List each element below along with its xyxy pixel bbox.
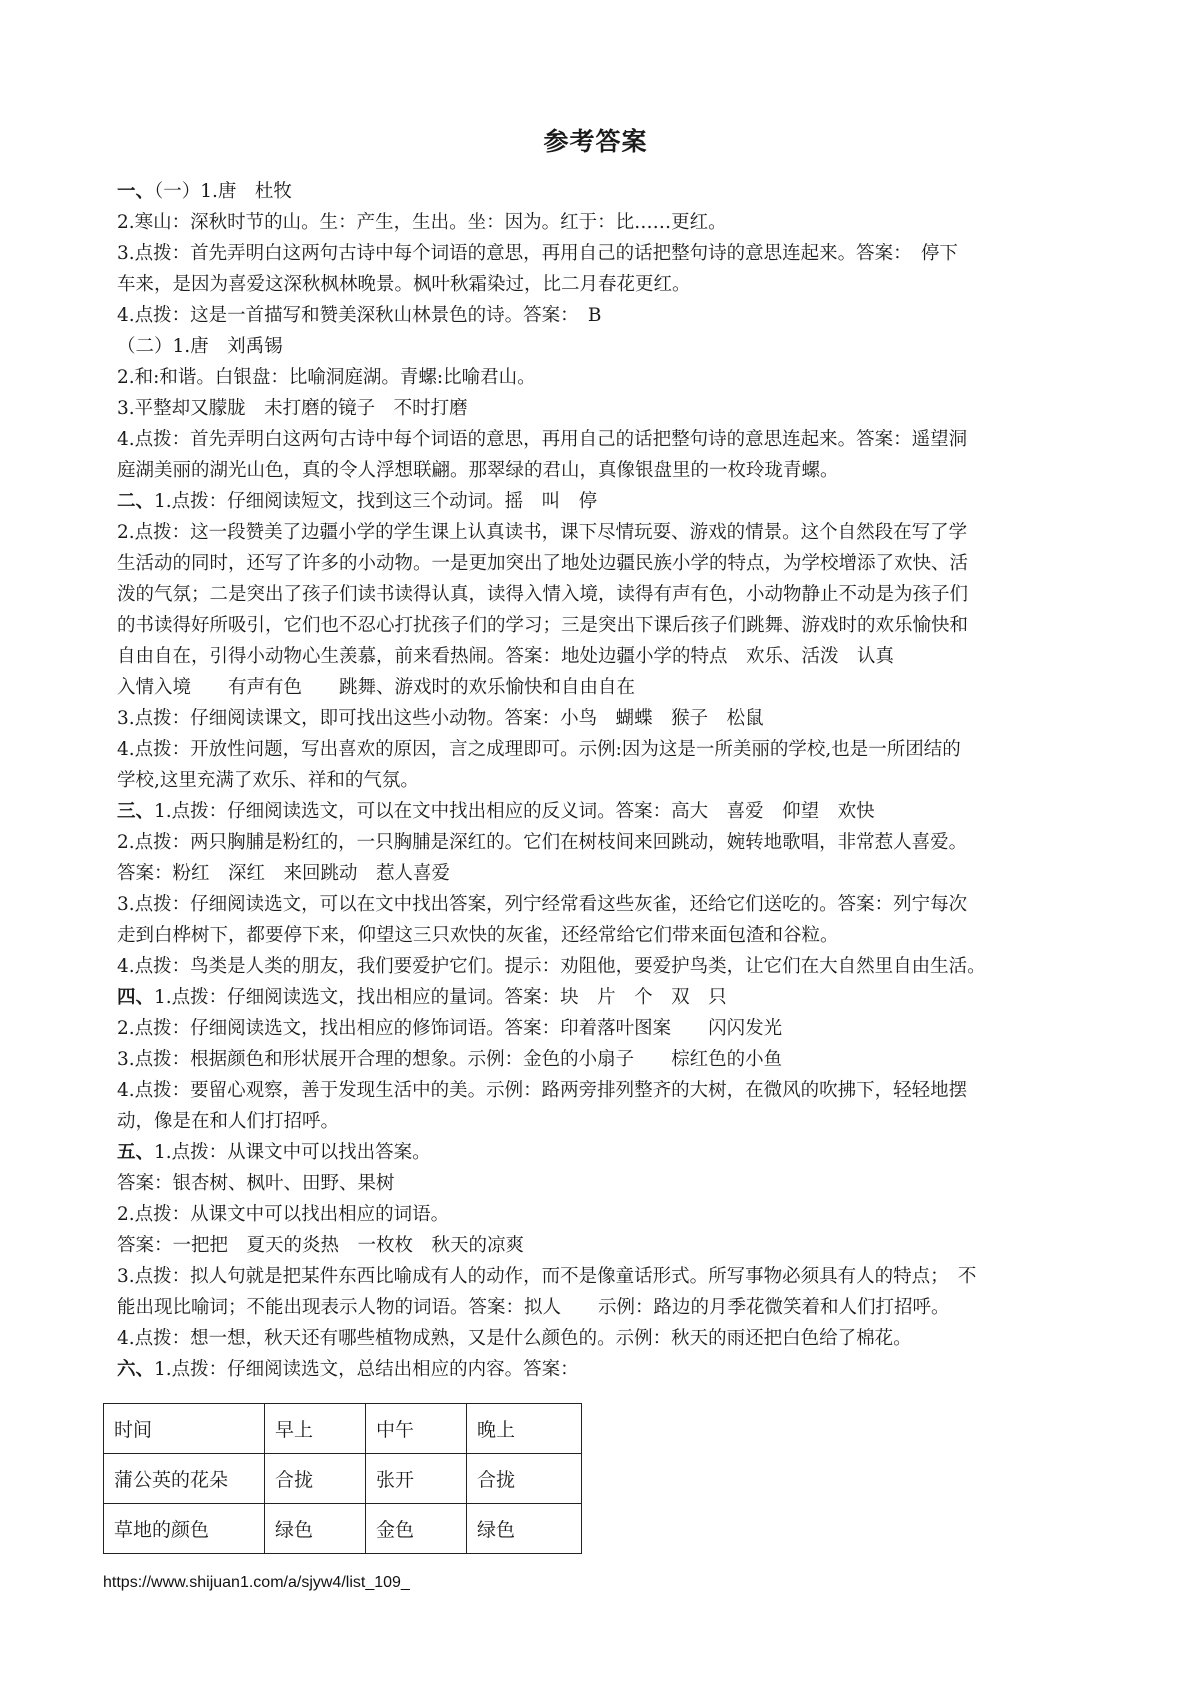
table-cell: 合拢 [265, 1454, 366, 1504]
answer-text: 庭湖美丽的湖光山色，真的令人浮想联翩。那翠绿的君山，真像银盘里的一枚玲珑青螺。 [117, 460, 839, 481]
answer-text: 3.点拨：仔细阅读课文，即可找出这些小动物。答案：小鸟 蝴蝶 猴子 松鼠 [117, 708, 764, 729]
answer-text: 3.点拨：仔细阅读选文，可以在文中找出答案，列宁经常看这些灰雀，还给它们送吃的。答案：列宁每次 [117, 894, 968, 915]
answer-line [117, 703, 1085, 734]
answer-line [117, 1137, 1085, 1168]
answer-line [117, 300, 1085, 331]
answer-line [117, 424, 1085, 455]
answer-line [117, 610, 1085, 641]
answer-line [117, 765, 1085, 796]
table-row [104, 1454, 582, 1504]
section-number: 四、 [117, 987, 155, 1008]
section-number: 六、 [117, 1359, 155, 1380]
answer-body [117, 176, 1085, 1385]
answer-line [117, 393, 1085, 424]
answer-line [117, 734, 1085, 765]
answer-text: 走到白桦树下，都要停下来，仰望这三只欢快的灰雀，还经常给它们带来面包渣和谷粒。 [117, 925, 839, 946]
answer-line [117, 1199, 1085, 1230]
answer-text: 4.点拨：开放性问题，写出喜欢的原因，言之成理即可。示例:因为这是一所美丽的学校,也是一所团结的 [117, 739, 961, 760]
answer-line [117, 1075, 1085, 1106]
answer-line [117, 1354, 1085, 1385]
answer-text: 4.点拨：这是一首描写和赞美深秋山林景色的诗。答案： B [117, 305, 602, 326]
answer-text: 3.点拨：根据颜色和形状展开合理的想象。示例：金色的小扇子 棕红色的小鱼 [117, 1049, 783, 1070]
answer-line [117, 1261, 1085, 1292]
answer-text: 生活动的同时，还写了许多的小动物。一是更加突出了地处边疆民族小学的特点，为学校增添了欢快、活 [117, 553, 969, 574]
answer-text: （二）1.唐 刘禹锡 [117, 336, 283, 357]
answer-line [117, 1168, 1085, 1199]
answer-text: 答案：银杏树、枫叶、田野、果树 [117, 1173, 395, 1194]
answer-text: 3.平整却又朦胧 未打磨的镜子 不时打磨 [117, 398, 468, 419]
answer-text: 答案：一把把 夏天的炎热 一枚枚 秋天的凉爽 [117, 1235, 525, 1256]
answer-text: 能出现比喻词；不能出现表示人物的词语。答案：拟人 示例：路边的月季花微笑着和人们打招呼。 [117, 1297, 950, 1318]
section-number: 二、 [117, 491, 155, 512]
answer-line [117, 858, 1085, 889]
answer-line [117, 1292, 1085, 1323]
section-number: 三、 [117, 801, 155, 822]
answer-line [117, 486, 1085, 517]
answer-text: 1.点拨：仔细阅读短文，找到这三个动词。摇 叫 停 [154, 491, 598, 512]
table-cell: 时间 [104, 1404, 265, 1454]
answer-line [117, 796, 1085, 827]
section-number: 一、 [117, 181, 155, 202]
answer-text: 3.点拨：首先弄明白这两句古诗中每个词语的意思，再用自己的话把整句诗的意思连起来。答案： 停下 [117, 243, 958, 264]
answer-line [117, 579, 1085, 610]
table-cell: 晚上 [467, 1404, 582, 1454]
answer-line [117, 1013, 1085, 1044]
answer-line [117, 269, 1085, 300]
footer-url[interactable]: https://www.shijuan1.com/a/sjyw4/list_109_ [103, 1574, 410, 1591]
answer-text: 2.点拨：这一段赞美了边疆小学的学生课上认真读书，课下尽情玩耍、游戏的情景。这个自然段在写了学 [117, 522, 968, 543]
section-number: 五、 [117, 1142, 155, 1163]
table-cell: 蒲公英的花朵 [104, 1454, 265, 1504]
answer-text: 答案：粉红 深红 来回跳动 惹人喜爱 [117, 863, 451, 884]
answer-text: 1.点拨：仔细阅读选文，总结出相应的内容。答案： [154, 1359, 579, 1380]
answer-line [117, 331, 1085, 362]
answer-text: 4.点拨：要留心观察，善于发现生活中的美。示例：路两旁排列整齐的大树，在微风的吹拂下，轻轻地摆 [117, 1080, 968, 1101]
page-title: 参考答案 [543, 127, 648, 156]
answer-line [117, 982, 1085, 1013]
answer-line [117, 951, 1085, 982]
dandelion-table [103, 1403, 582, 1554]
table-cell: 绿色 [265, 1504, 366, 1554]
answer-line [117, 827, 1085, 858]
answer-line [117, 176, 1085, 207]
answer-text: 2.和:和谐。白银盘：比喻洞庭湖。青螺:比喻君山。 [117, 367, 536, 388]
answer-line [117, 238, 1085, 269]
answer-line [117, 641, 1085, 672]
table-cell: 草地的颜色 [104, 1504, 265, 1554]
answer-text: 泼的气氛；二是突出了孩子们读书读得认真，读得入情入境，读得有声有色，小动物静止不动是为孩子们 [117, 584, 969, 605]
answer-text: 2.点拨：两只胸脯是粉红的，一只胸脯是深红的。它们在树枝间来回跳动，婉转地歌唱，非常惹人喜爱。 [117, 832, 968, 853]
answer-text: 的书读得好所吸引，它们也不忍心打扰孩子们的学习；三是突出下课后孩子们跳舞、游戏时的欢乐愉快和 [117, 615, 969, 636]
table-cell: 金色 [366, 1504, 467, 1554]
answer-text: 动，像是在和人们打招呼。 [117, 1111, 340, 1132]
answer-text: （一）1.唐 杜牧 [154, 181, 292, 202]
answer-text: 1.点拨：仔细阅读选文，找出相应的量词。答案：块 片 个 双 只 [154, 987, 727, 1008]
answer-text: 3.点拨：拟人句就是把某件东西比喻成有人的动作，而不是像童话形式。所写事物必须具有人的特点； 不 [117, 1266, 977, 1287]
answer-line [117, 548, 1085, 579]
table-row [104, 1404, 582, 1454]
table-cell: 绿色 [467, 1504, 582, 1554]
table-cell: 中午 [366, 1404, 467, 1454]
answer-text: 2.寒山：深秋时节的山。生：产生，生出。坐：因为。红于：比……更红。 [117, 212, 727, 233]
answer-text: 4.点拨：鸟类是人类的朋友，我们要爱护它们。提示：劝阻他，要爱护鸟类，让它们在大自然里自由生活。 [117, 956, 986, 977]
answer-line [117, 1106, 1085, 1137]
answer-line [117, 672, 1085, 703]
table-cell: 张开 [366, 1454, 467, 1504]
answer-text: 自由自在，引得小动物心生羡慕，前来看热闹。答案：地处边疆小学的特点 欢乐、活泼 认真 [117, 646, 895, 667]
answer-line [117, 207, 1085, 238]
answer-text: 4.点拨：想一想，秋天还有哪些植物成熟，又是什么颜色的。示例：秋天的雨还把白色给了棉花。 [117, 1328, 912, 1349]
answer-line [117, 455, 1085, 486]
answer-line [117, 1323, 1085, 1354]
answer-line [117, 889, 1085, 920]
answer-text: 车来，是因为喜爱这深秋枫林晚景。枫叶秋霜染过，比二月春花更红。 [117, 274, 691, 295]
answer-text: 1.点拨：仔细阅读选文，可以在文中找出相应的反义词。答案：高大 喜爱 仰望 欢快 [154, 801, 875, 822]
answer-text: 学校,这里充满了欢乐、祥和的气氛。 [117, 770, 419, 791]
table-row [104, 1504, 582, 1554]
answer-line [117, 920, 1085, 951]
answer-line [117, 517, 1085, 548]
table-cell: 早上 [265, 1404, 366, 1454]
answer-line [117, 1230, 1085, 1261]
answer-line [117, 1044, 1085, 1075]
answer-text: 4.点拨：首先弄明白这两句古诗中每个词语的意思，再用自己的话把整句诗的意思连起来。答案：遥望洞 [117, 429, 968, 450]
table-cell: 合拢 [467, 1454, 582, 1504]
answer-text: 2.点拨：从课文中可以找出相应的词语。 [117, 1204, 450, 1225]
answer-text: 1.点拨：从课文中可以找出答案。 [154, 1142, 431, 1163]
answer-text: 入情入境 有声有色 跳舞、游戏时的欢乐愉快和自由自在 [117, 677, 636, 698]
answer-text: 2.点拨：仔细阅读选文，找出相应的修饰词语。答案：印着落叶图案 闪闪发光 [117, 1018, 783, 1039]
answer-line [117, 362, 1085, 393]
